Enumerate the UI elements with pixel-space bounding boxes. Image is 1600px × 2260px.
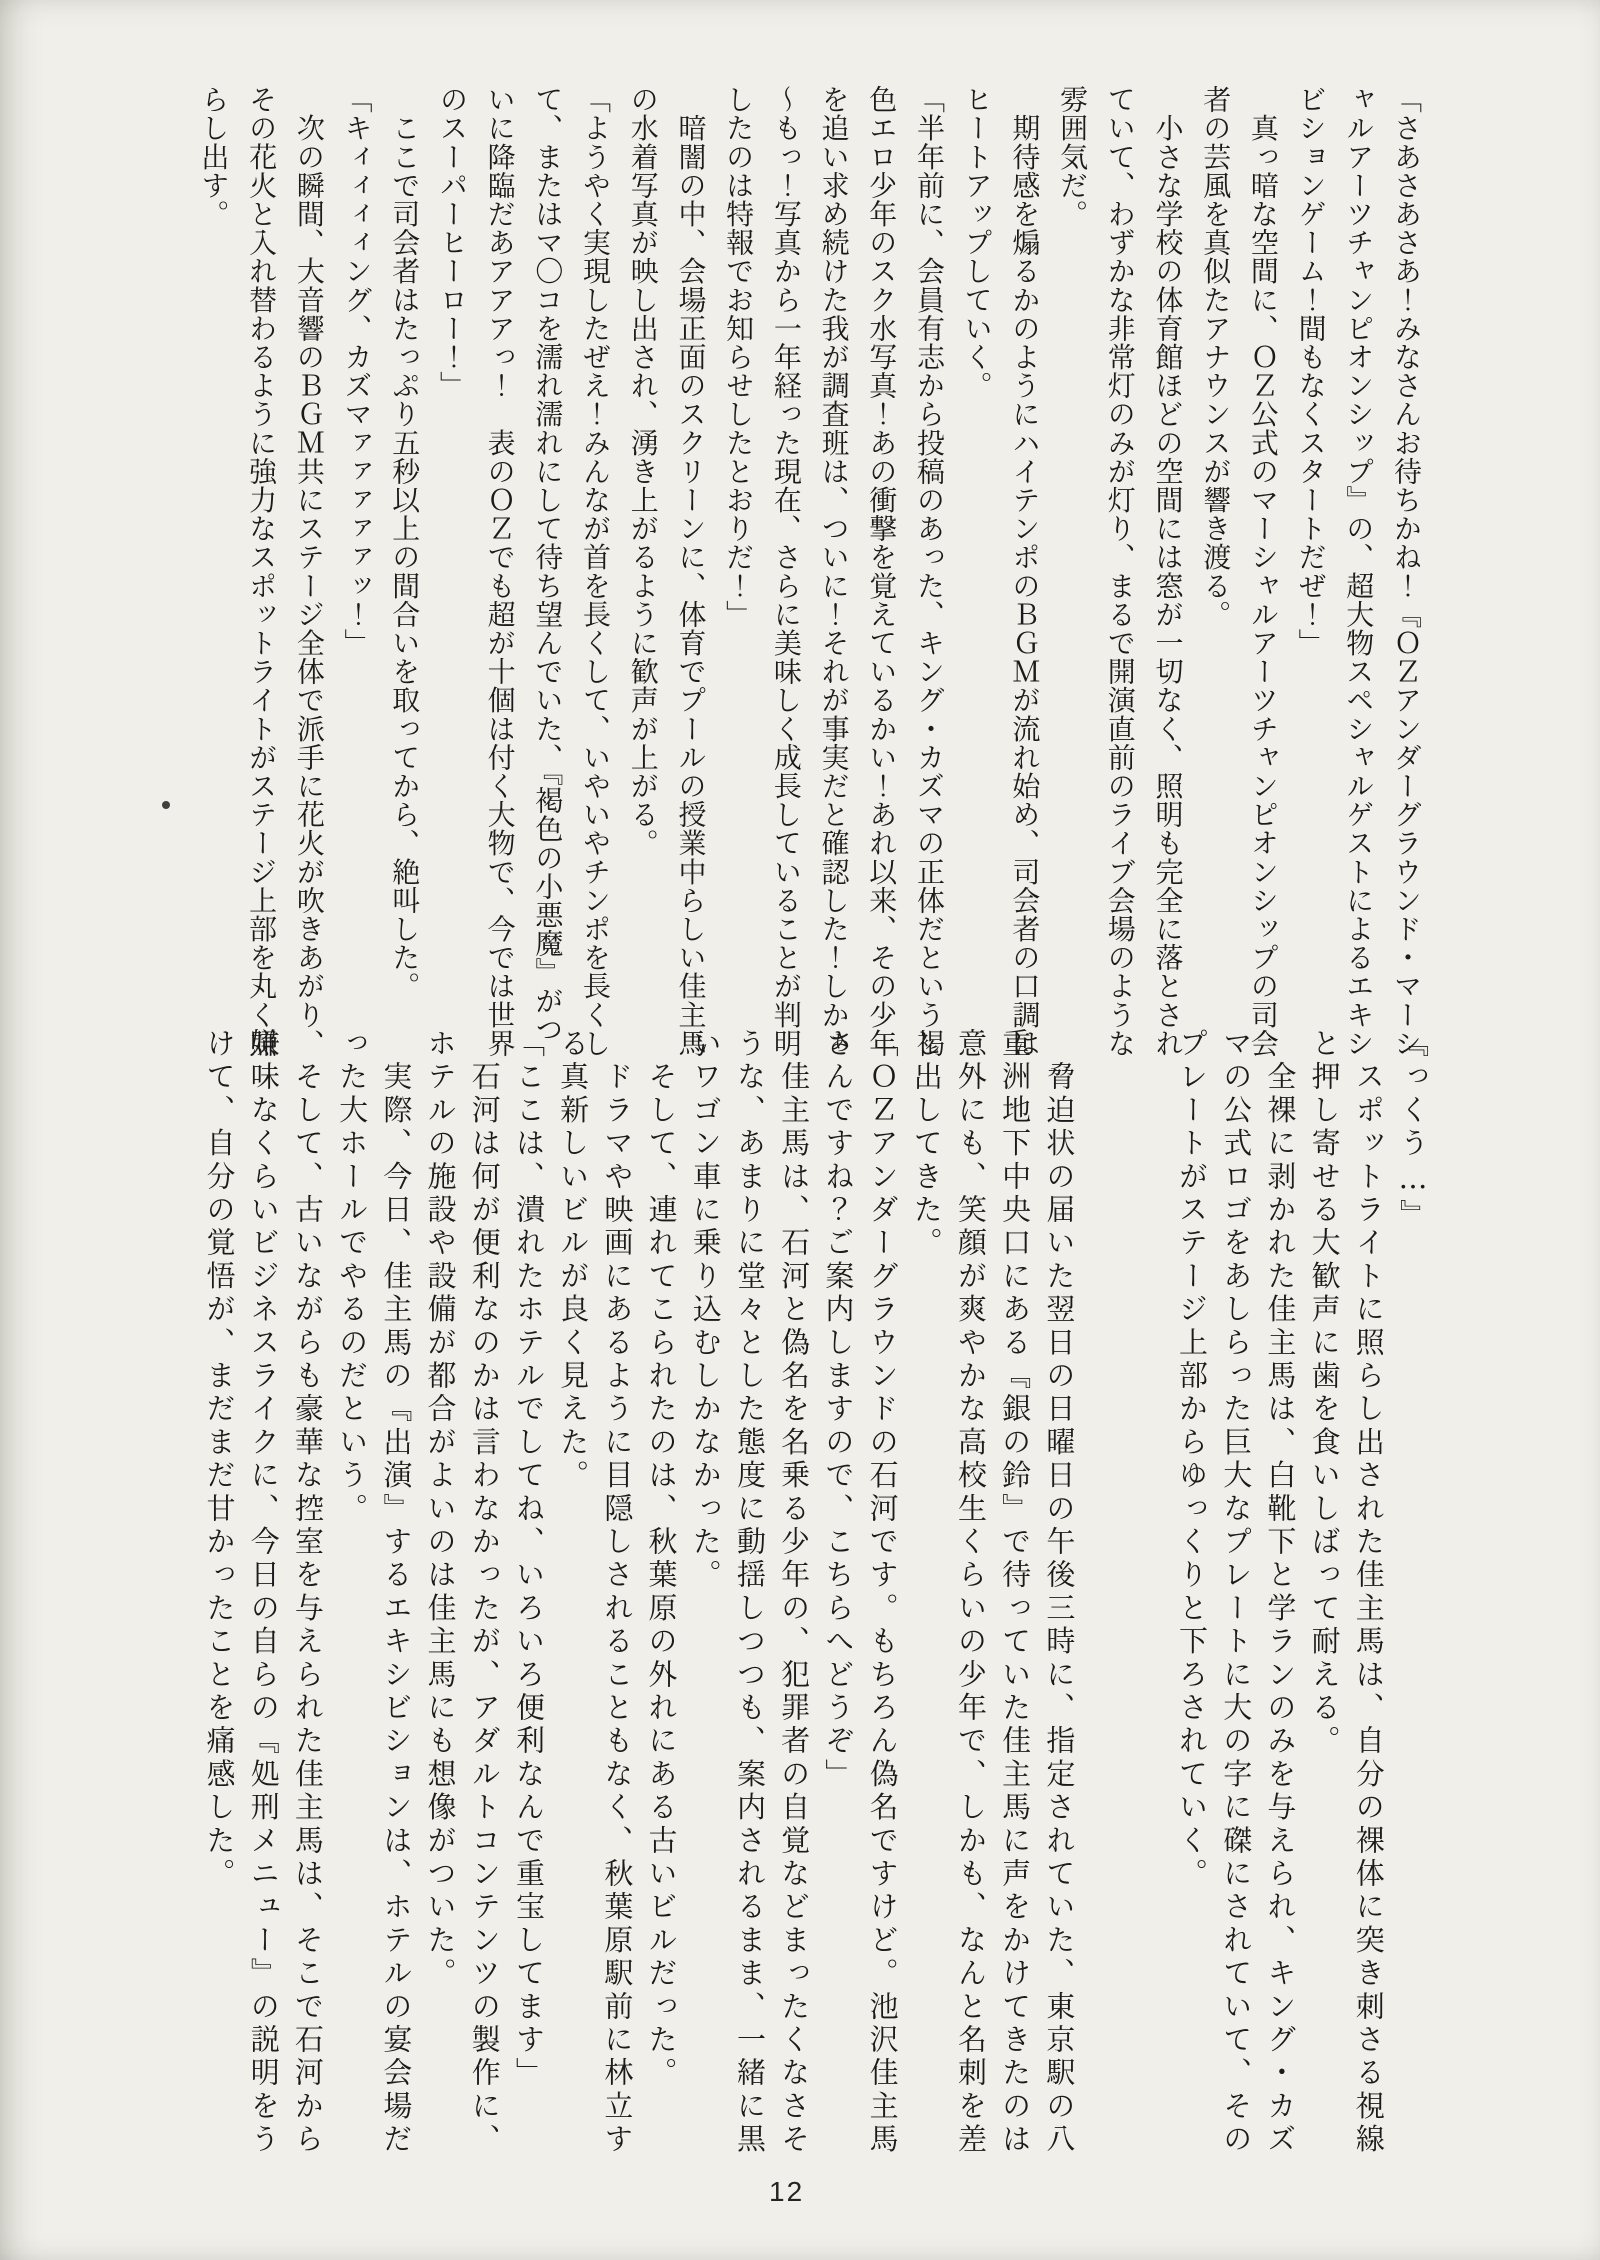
text-column: ドラマや映画にあるように目隠しされることもなく、秋葉原駅前に林立す (600, 1028, 635, 2157)
text-column: 〜もっ！写真から一年経った現在、さらに美味しく成長していることが判明 (769, 85, 803, 1058)
text-column: そして、古いながらも豪華な控室を与えられた佳主馬は、そこで石河から (290, 1028, 325, 2157)
text-column: のスーパーヒーロー！」 (435, 85, 469, 400)
upper-text-block (190, 85, 1430, 1058)
text-column: 真っ暗な空間に、ＯＺ公式のマーシャルアーツチャンピオンシップの司会 (1246, 85, 1280, 1058)
text-column: 「さあさあさあ！みなさんお待ちかね！『ＯＺアンダーグラウンド・マーシ (1390, 85, 1423, 1058)
text-column: いに降臨だあアアアっ！ 表のＯＺでも超が十個は付く大物で、今では世界 (483, 85, 517, 1058)
text-column: 「ここは、潰れたホテルでしてね、いろいろ便利なんで重宝してます」 (511, 1028, 546, 2091)
text-column: の水着写真が映し出され、湧き上がるように歓声が上がる。 (626, 85, 660, 858)
text-column: 色エロ少年のスク水写真！あの衝撃を覚えているかい！あれ以来、その少年 (865, 85, 899, 1058)
text-column: したのは特報でお知らせしたとおりだ！」 (722, 85, 756, 629)
text-column: さんですね？ご案内しますので、こちらへどうぞ」 (821, 1028, 856, 1792)
text-column: 小さな学校の体育館ほどの空間には窓が一切なく、照明も完全に落とされ (1151, 85, 1185, 1058)
text-column: 「キィィィィング、カズマァァァァァッ！」 (340, 85, 374, 657)
text-column: て、またはマ〇コを濡れ濡れにして待ち望んでいた、『褐色の小悪魔』がつ (531, 85, 565, 1044)
text-column: 「半年前に、会員有志から投稿のあった、キング・カズマの正体だという褐 (912, 85, 946, 1058)
text-column (1126, 1028, 1170, 2168)
text-column: 石河は何が便利なのかは言わなかったが、アダルトコンテンツの製作に、 (467, 1028, 502, 2157)
text-column: 嫌味なくらいビジネスライクに、今日の自らの『処刑メニュー』の説明をう (246, 1028, 281, 2157)
text-column: 重洲地下中央口にある『銀の鈴』で待っていた佳主馬に声をかけてきたのは (998, 1028, 1033, 2157)
text-column: った大ホールでやるのだという。 (335, 1028, 370, 1526)
text-column: を追い求め続けた我が調査班は、ついに！それが事実だと確認した！しかぁ (817, 85, 851, 1058)
text-column: 「ＯＺアンダーグラウンドの石河です。もちろん偽名ですけど。池沢佳主馬 (865, 1028, 900, 2157)
page-number: 12 (769, 2176, 805, 2207)
text-column: その花火と入れ替わるように強力なスポットライトがステージ上部を丸く照 (245, 85, 279, 1058)
text-column: 脅迫状の届いた翌日の日曜日の午後三時に、指定されていた、東京駅の八 (1042, 1028, 1077, 2157)
text-column: 全裸に剥かれた佳主馬は、白靴下と学ランのみを与えられ、キング・カズ (1263, 1028, 1298, 2157)
text-column: プレートがステージ上部からゆっくりと下ろされていく。 (1174, 1028, 1209, 1892)
text-column: 者の芸風を真似たアナウンスが響き渡る。 (1199, 85, 1233, 629)
text-column: 雰囲気だ。 (1056, 85, 1090, 228)
text-column: いワゴン車に乗り込むしかなかった。 (688, 1028, 723, 1593)
text-column: らし出す。 (197, 85, 231, 228)
text-column: ていて、わずかな非常灯のみが灯り、まるで開演直前のライブ会場のような (1103, 85, 1137, 1058)
text-column: 実際、今日、佳主馬の『出演』するエキシビションは、ホテルの宴会場だ (379, 1028, 414, 2157)
lower-text-block (197, 1028, 1435, 2168)
text-column (1081, 1028, 1125, 2168)
text-column: 「ようやく実現したぜえ！みんなが首を長くして、いやいやチンポを長くし (579, 85, 613, 1058)
text-column: ヒートアップしていく。 (960, 85, 994, 400)
ink-speck (162, 801, 170, 809)
text-column: ここで司会者はたっぷり五秒以上の間合いを取ってから、絶叫した。 (388, 85, 422, 1001)
text-column: うな、あまりに堂々とした態度に動揺しつつも、案内されるまま、一緒に黒 (732, 1028, 767, 2157)
text-column: ホテルの施設や設備が都合がよいのは佳主馬にも想像がついた。 (423, 1028, 458, 1991)
text-column: る真新しいビルが良く見えた。 (556, 1028, 591, 1493)
text-column: 佳主馬は、石河と偽名を名乗る少年の、犯罪者の自覚などまったくなさそ (777, 1028, 812, 2157)
text-column: マの公式ロゴをあしらった巨大なプレートに大の字に磔にされていて、その (1219, 1028, 1254, 2157)
text-column: ャルアーツチャンピオンシップ』の、超大物スペシャルゲストによるエキシ (1342, 85, 1376, 1058)
text-column: そして、連れてこられたのは、秋葉原の外れにある古いビルだった。 (644, 1028, 679, 2091)
text-column: 『っくう…』 (1396, 1028, 1430, 1233)
text-column: 期待感を煽るかのようにハイテンポのＢＧＭが流れ始め、司会者の口調は (1008, 85, 1042, 1058)
text-column: 意外にも、笑顔が爽やかな高校生くらいの少年で、しかも、なんと名刺を差 (953, 1028, 988, 2157)
text-column: スポットライトに照らし出された佳主馬は、自分の裸体に突き刺さる視線 (1351, 1028, 1386, 2157)
text-column: と押し寄せる大歓声に歯を食いしばって耐える。 (1307, 1028, 1342, 1759)
text-column: ビションゲーム！間もなくスタートだぜ！」 (1294, 85, 1328, 657)
text-column: 暗闇の中、会場正面のスクリーンに、体育でプールの授業中らしい佳主馬 (674, 85, 708, 1058)
text-column: し出してきた。 (909, 1028, 944, 1261)
text-column: けて、自分の覚悟が、まだまだ甘かったことを痛感した。 (202, 1028, 237, 1892)
text-column: 次の瞬間、大音響のＢＧＭ共にステージ全体で派手に花火が吹きあがり、 (292, 85, 326, 1058)
